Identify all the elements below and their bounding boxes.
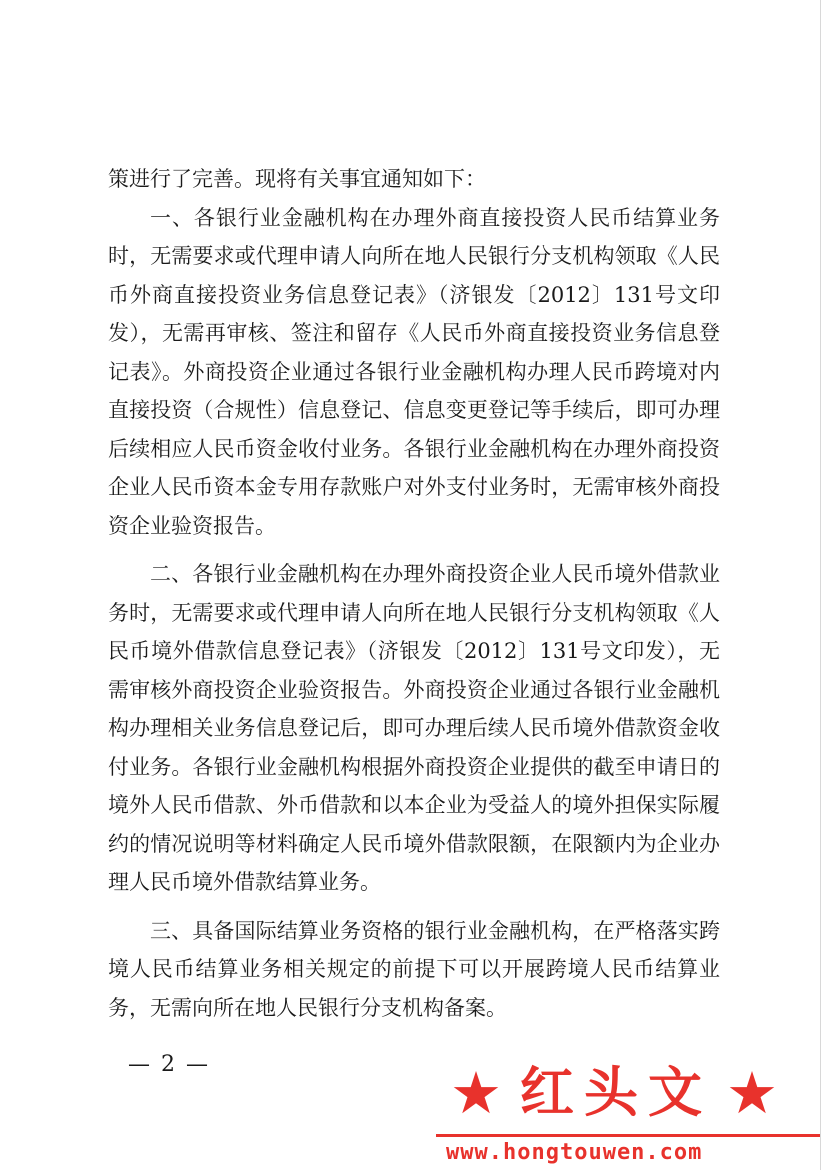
paragraph-item-2: 二、各银行业金融机构在办理外商投资企业人民币境外借款业务时，无需要求或代理申请人向所在地人民银行分支机构领取《人民币境外借款信息登记表》（济银发〔2012〕131号文印发），无需审核外商投资企业验资报告。外商投资企业通过各银行业金融机构办理相关业务信息登记后，即可办理后续人民币境外借款资金收付业务。各银行业金融机构根据外商投资企业提供的截至申请日的境外人民币借款、外币借款和以本企业为受益人的境外担保实际履约的情况说明等材料确定人民币境外借款限额，在限额内为企业办理人民币境外借款结算业务。 bbox=[108, 562, 720, 894]
page-number: — 2 — bbox=[128, 1052, 210, 1077]
watermark-logo bbox=[428, 1058, 823, 1166]
page-edge bbox=[820, 0, 821, 1170]
paragraph-item-3: 三、具备国际结算业务资格的银行业金融机构，在严格落实跨境人民币结算业务相关规定的前提下可以开展跨境人民币结算业务，无需向所在地人民银行分支机构备案。 bbox=[108, 918, 720, 1020]
paragraph-item-1: 一、各银行业金融机构在办理外商直接投资人民币结算业务时，无需要求或代理申请人向所在地人民银行分支机构领取《人民币外商直接投资业务信息登记表》（济银发〔2012〕131号文印发），无需再审核、签注和留存《人民币外商直接投资业务信息登记表》。外商投资企业通过各银行业金融机构办理人民币跨境对内直接投资（合规性）信息登记、信息变更登记等手续后，即可办理后续相应人民币资金收付业务。各银行业金融机构在办理外商投资企业人民币资本金专用存款账户对外支付业务时，无需审核外商投资企业验资报告。 bbox=[108, 205, 720, 538]
watermark-url: www.hongtouwen.com bbox=[446, 1140, 703, 1165]
document-body bbox=[108, 160, 720, 1027]
paragraph-intro: 策进行了完善。现将有关事宜通知如下： bbox=[108, 167, 486, 191]
star-icon: ★ bbox=[450, 1059, 502, 1127]
watermark-row bbox=[428, 1058, 778, 1128]
watermark-divider bbox=[436, 1134, 820, 1137]
watermark-title: 红头文 bbox=[520, 1061, 712, 1124]
star-icon: ★ bbox=[726, 1059, 778, 1127]
